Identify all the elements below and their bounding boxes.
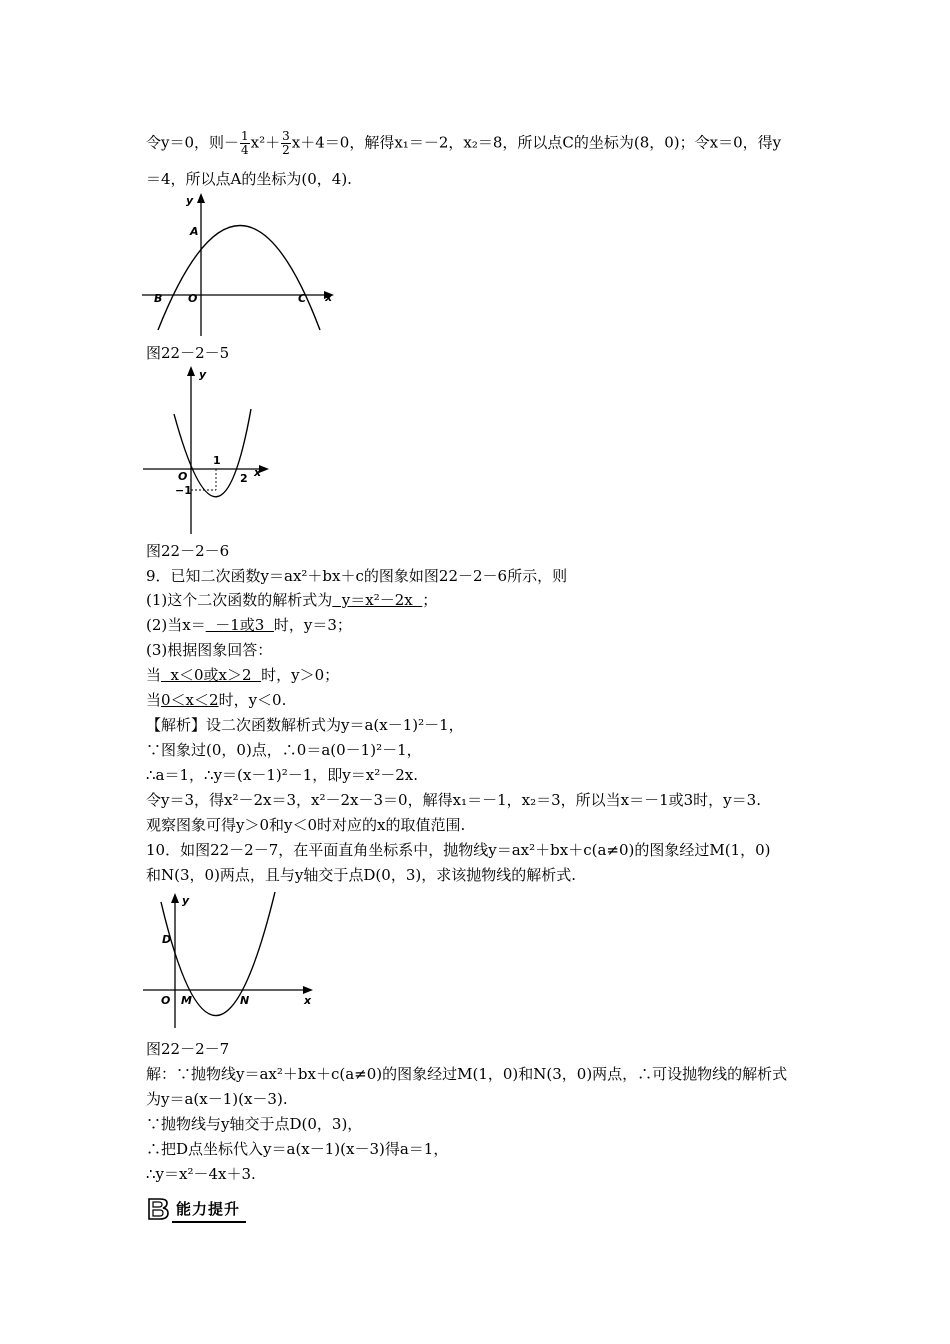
intro-line-1 bbox=[146, 130, 781, 157]
q9-answer-1: y＝x²－2x bbox=[332, 591, 423, 609]
q9-solution-2: ∵图象过(0，0)点，∴0＝a(0－1)²－1， bbox=[146, 741, 422, 759]
q10-solution-3: ∵抛物线与y轴交于点D(0，3)， bbox=[146, 1115, 363, 1133]
q9-part3b: 当0＜x＜2时，y＜0. bbox=[146, 691, 287, 709]
label-B: B bbox=[154, 292, 163, 305]
intro-text-a: 令y＝0，则－ bbox=[146, 133, 240, 152]
q10-solution-5: ∴y＝x²－4x＋3. bbox=[146, 1165, 256, 1183]
fraction-three-halves: $\frac{3}{2}$ bbox=[282, 129, 290, 157]
label-C: C bbox=[298, 292, 307, 305]
q9-solution-4: 令y＝3，得x²－2x＝3，x²－2x－3＝0，解得x₁＝－1，x₂＝3，所以当x＝－1或3时，y＝3. bbox=[146, 791, 761, 809]
q9-answer-3b: 0＜x＜2 bbox=[161, 691, 219, 709]
section-title: 能力提升 bbox=[172, 1196, 246, 1223]
q9-solution-1: 【解析】设二次函数解析式为y＝a(x－1)²－1， bbox=[146, 716, 464, 734]
q10-stem-1: 10．如图22－2－7，在平面直角坐标系中，抛物线y＝ax²＋bx＋c(a≠0)的图象经过M(1，0) bbox=[146, 841, 771, 859]
section-header bbox=[146, 1196, 246, 1222]
label-A: A bbox=[190, 225, 199, 238]
label-M: M bbox=[181, 994, 192, 1007]
label-2: 2 bbox=[240, 472, 248, 485]
q9-part1: (1)这个二次函数的解析式为 y＝x²－2x ； bbox=[146, 591, 438, 609]
q10-solution-1: 解：∵抛物线y＝ax²＋bx＋c(a≠0)的图象经过M(1，0)和N(3，0)两点，∴可设抛物线的解析式 bbox=[146, 1065, 788, 1083]
label-D: D bbox=[162, 933, 172, 946]
label-minus-1: −1 bbox=[175, 484, 192, 497]
q9-answer-3a: x＜0或x＞2 bbox=[161, 666, 262, 684]
intro-line-2: ＝4，所以点A的坐标为(0，4). bbox=[146, 170, 352, 188]
label-x: x bbox=[304, 994, 312, 1007]
q10-stem-2: 和N(3，0)两点，且与y轴交于点D(0，3)，求该抛物线的解析式. bbox=[146, 866, 576, 884]
q10-solution-2: 为y＝a(x－1)(x－3). bbox=[146, 1090, 288, 1108]
label-O: O bbox=[161, 994, 171, 1007]
q9-part3: (3)根据图象回答： bbox=[146, 641, 273, 659]
label-x: x bbox=[254, 466, 262, 479]
q9-part3a: 当 x＜0或x＞2 时，y＞0； bbox=[146, 666, 340, 684]
section-b-logo-icon bbox=[146, 1197, 172, 1221]
q9-solution-5: 观察图象可得y＞0和y＜0时对应的x的取值范围. bbox=[146, 816, 466, 834]
q9-stem: 9．已知二次函数y＝ax²＋bx＋c的图象如图22－2－6所示，则 bbox=[146, 567, 568, 585]
label-y: y bbox=[186, 194, 194, 207]
label-1: 1 bbox=[213, 454, 221, 467]
x-axis-arrow bbox=[303, 986, 313, 994]
y-axis-arrow bbox=[187, 366, 195, 376]
q10-solution-4: ∴把D点坐标代入y＝a(x－1)(x－3)得a＝1， bbox=[146, 1140, 449, 1158]
label-O: O bbox=[188, 292, 198, 305]
label-x: x bbox=[325, 291, 333, 304]
intro-text-c: x＋4＝0，解得x₁＝－2，x₂＝8，所以点C的坐标为(8，0)；令x＝0，得y bbox=[291, 133, 782, 152]
y-axis-arrow bbox=[171, 893, 179, 903]
figure-22-2-5 bbox=[140, 190, 340, 340]
q9-answer-2: －1或3 bbox=[205, 616, 274, 634]
figure-caption-22-2-7: 图22－2－7 bbox=[146, 1040, 230, 1058]
figure-caption-22-2-6: 图22－2－6 bbox=[146, 542, 230, 560]
q9-part2: (2)当x＝ －1或3 时，y＝3； bbox=[146, 616, 352, 634]
parabola-curve bbox=[158, 226, 320, 331]
label-O: O bbox=[178, 470, 188, 483]
label-N: N bbox=[240, 994, 250, 1007]
fraction-quarter: $\frac{1}{4}$ bbox=[241, 129, 249, 157]
q9-solution-3: ∴a＝1，∴y＝(x－1)²－1，即y＝x²－2x. bbox=[146, 766, 419, 784]
parabola-curve bbox=[161, 892, 275, 1016]
intro-text-b: x²＋ bbox=[250, 133, 281, 152]
label-y: y bbox=[182, 894, 190, 907]
label-y: y bbox=[199, 368, 207, 381]
figure-22-2-6 bbox=[140, 362, 275, 537]
figure-22-2-7 bbox=[140, 890, 320, 1030]
figure-caption-22-2-5: 图22－2－5 bbox=[146, 344, 230, 362]
y-axis-arrow bbox=[197, 193, 205, 203]
